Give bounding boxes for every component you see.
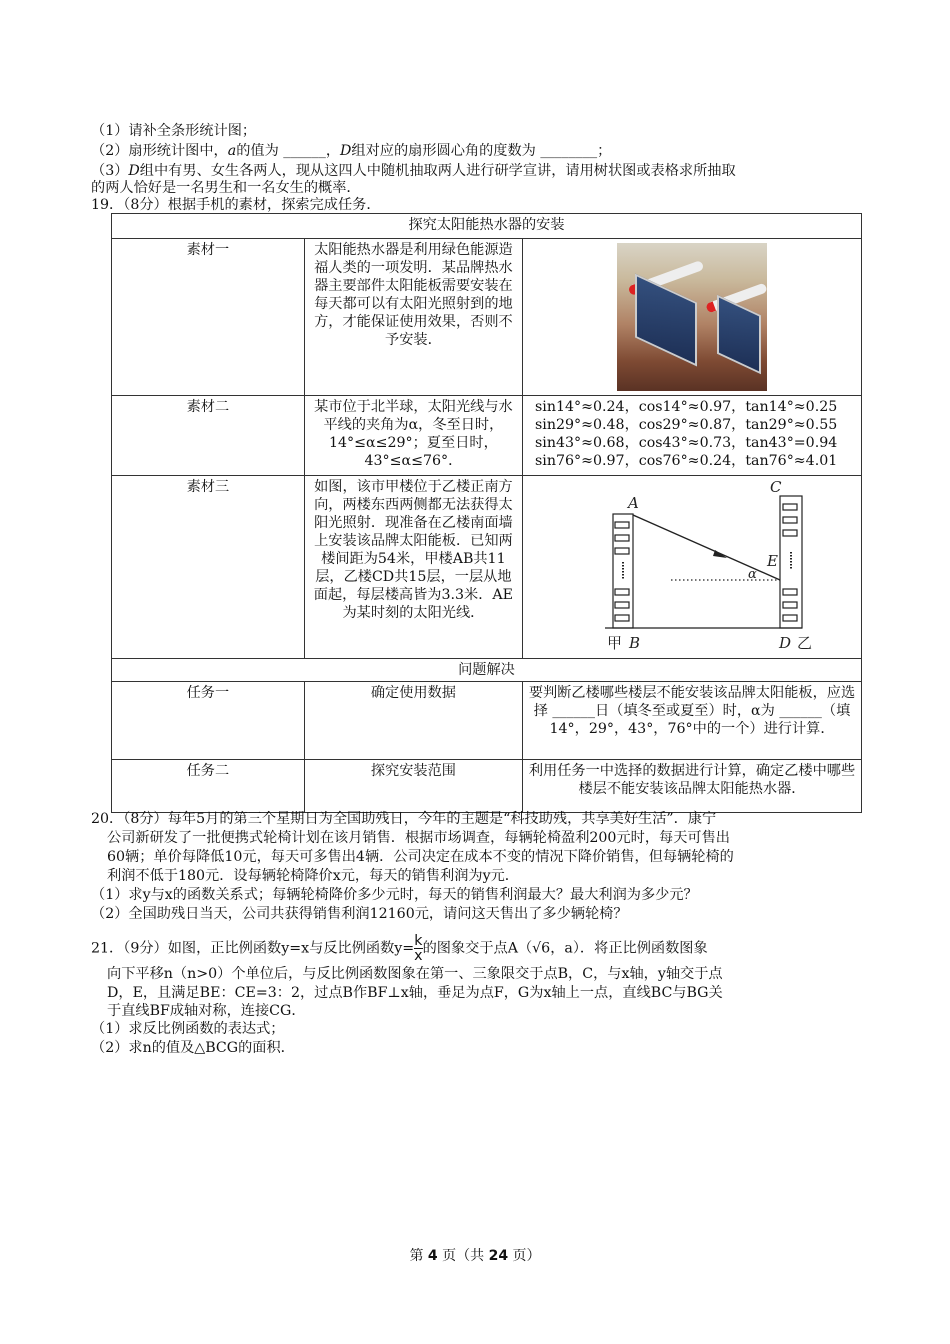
q20-line-1: 20．（8分）每年5月的第三个星期日为全国助残日，今年的主题是“科技助残，共享美好生活”．康宁: [91, 811, 717, 827]
var-D: D: [340, 143, 352, 159]
q18-part3: [91, 163, 736, 180]
material-3-text: 如图，该市甲楼位于乙楼正南方向，两楼东西两侧都无法获得太阳光照射．现准备在乙楼南面墙上安装该品牌太阳能板．已知两楼间距为54米，甲楼AB共11层，乙楼CD共15层，一层从地面起，每层楼高皆为3.3米．AE为某时刻的太阳光线．: [304, 476, 522, 659]
label-B: B: [629, 634, 641, 652]
q18-part2-text: 组对应的扇形圆心角的度数为 ________；: [351, 143, 612, 159]
label-alpha: α: [748, 567, 757, 582]
task-2-name: 探究安装范围: [304, 760, 522, 813]
q20-part-1: （1）求y与x的函数关系式；每辆轮椅降价多少元时，每天的销售利润最大？最大利润为多少元？: [91, 887, 698, 903]
footer-text: 页（共: [437, 1248, 489, 1264]
trig-row: sin14°≈0.24，cos14°≈0.97，tan14°≈0.25: [535, 399, 838, 415]
label-D: D: [779, 634, 792, 652]
footer-text: 第: [409, 1248, 428, 1264]
q18-part3-text: 组中有男、女生各两人，现从这四人中随机抽取两人进行研学宣讲，请用树状图或表格求所抽取: [139, 163, 736, 179]
label-jia: 甲: [607, 634, 623, 652]
label-yi: 乙: [797, 634, 813, 652]
section-problem-solving: 问题解决: [112, 659, 862, 682]
var-D: D: [128, 163, 140, 179]
task-2-label: 任务二: [112, 760, 305, 813]
page-number: 4: [427, 1248, 438, 1264]
denominator: x: [414, 948, 423, 964]
q21-line-2: 向下平移n（n>0）个单位后，与反比例函数图象在第一、三象限交于点B，C，与x轴，y轴交于点: [107, 966, 723, 982]
q19-table: [111, 213, 862, 813]
building-diagram: [527, 478, 857, 653]
material-3-label: 素材三: [112, 476, 305, 659]
material-1-text: 太阳能热水器是利用绿色能源造福人类的一项发明．某品牌热水器主要部件太阳能板需要安装在每天都可以有太阳光照射到的地方，才能保证使用效果，否则不予安装．: [304, 239, 522, 396]
q20-line-3: 60辆；单价每降低10元，每天可多售出4辆．公司决定在成本不变的情况下降价销售，但每辆轮椅的: [107, 849, 734, 865]
material-1-label: 素材一: [112, 239, 305, 396]
building-diagram-cell: [523, 476, 862, 659]
table-title: 探究太阳能热水器的安装: [112, 214, 862, 239]
fraction-k-over-x: [414, 934, 422, 963]
q21-text: 21．（9分）如图，正比例函数y=x与反比例函数y=: [91, 940, 415, 957]
q19-title: 19．（8分）根据手机的素材，探索完成任务．: [91, 197, 381, 213]
task-1-name: 确定使用数据: [304, 682, 522, 760]
total-pages: 24: [488, 1248, 509, 1264]
q21-part-1: （1）求反比例函数的表达式；: [91, 1021, 285, 1037]
numerator: k: [414, 933, 423, 949]
label-C: C: [770, 478, 782, 496]
material-2-text: 某市位于北半球，太阳光线与水平线的夹角为α，冬至日时，14°≤α≤29°；夏至日时，43°≤α≤76°．: [304, 396, 522, 476]
label-E: E: [767, 552, 778, 570]
q18-part2: [91, 143, 611, 160]
material-1-photo-cell: [523, 239, 862, 396]
q20-line-2: 公司新研发了一批便携式轮椅计划在该月销售．根据市场调查，每辆轮椅盈利200元时，每天可售出: [107, 830, 730, 846]
q20-part-2: （2）全国助残日当天，公司共获得销售利润12160元，请问这天售出了多少辆轮椅？: [91, 906, 628, 922]
task-2-text: 利用任务一中选择的数据进行计算，确定乙楼中哪些楼层不能安装该品牌太阳能热水器．: [523, 760, 862, 813]
var-a: a: [227, 143, 237, 159]
task-1-text: 要判断乙楼哪些楼层不能安装该品牌太阳能板，应选择 ______日（填冬至或夏至）时，α为 ______（填14°，29°，43°，76°中的一个）进行计算．: [523, 682, 862, 760]
trig-row: sin29°≈0.48，cos29°≈0.87，tan29°≈0.55: [535, 417, 838, 433]
q21-text: 的图象交于点A（√6，a）．将正比例函数图象: [422, 940, 708, 957]
q18-part2-text: 的值为 ______，: [236, 143, 341, 159]
q21-line-4: 于直线BF成轴对称，连接CG．: [107, 1003, 306, 1019]
q21-part-2: （2）求n的值及△BCG的面积．: [91, 1040, 295, 1056]
solar-heater-photo: [617, 243, 767, 391]
trig-row: sin76°≈0.97，cos76°≈0.24，tan76°≈4.01: [535, 453, 838, 469]
material-2-label: 素材二: [112, 396, 305, 476]
q18-part2-text: （2）扇形统计图中，: [91, 143, 228, 159]
q21-line-1: [91, 934, 708, 963]
q21-line-3: D，E，且满足BE：CE=3：2，过点B作BF⊥x轴，垂足为点F，G为x轴上一点，直线BC与BG关: [107, 985, 723, 1001]
footer-text: 页）: [508, 1248, 541, 1264]
label-A: A: [628, 494, 639, 512]
task-1-label: 任务一: [112, 682, 305, 760]
q18-part3-cont: 的两人恰好是一名男生和一名女生的概率．: [91, 180, 361, 196]
trig-row: sin43°≈0.68，cos43°≈0.73，tan43°=0.94: [535, 435, 838, 451]
page-footer: [0, 1245, 950, 1265]
q18-part3-text: （3）: [91, 163, 129, 179]
q20-line-4: 利润不低于180元．设每辆轮椅降价x元，每天的销售利润为y元．: [107, 868, 519, 884]
q18-part1: （1）请补全条形统计图；: [91, 123, 257, 139]
trig-values: [523, 396, 862, 476]
